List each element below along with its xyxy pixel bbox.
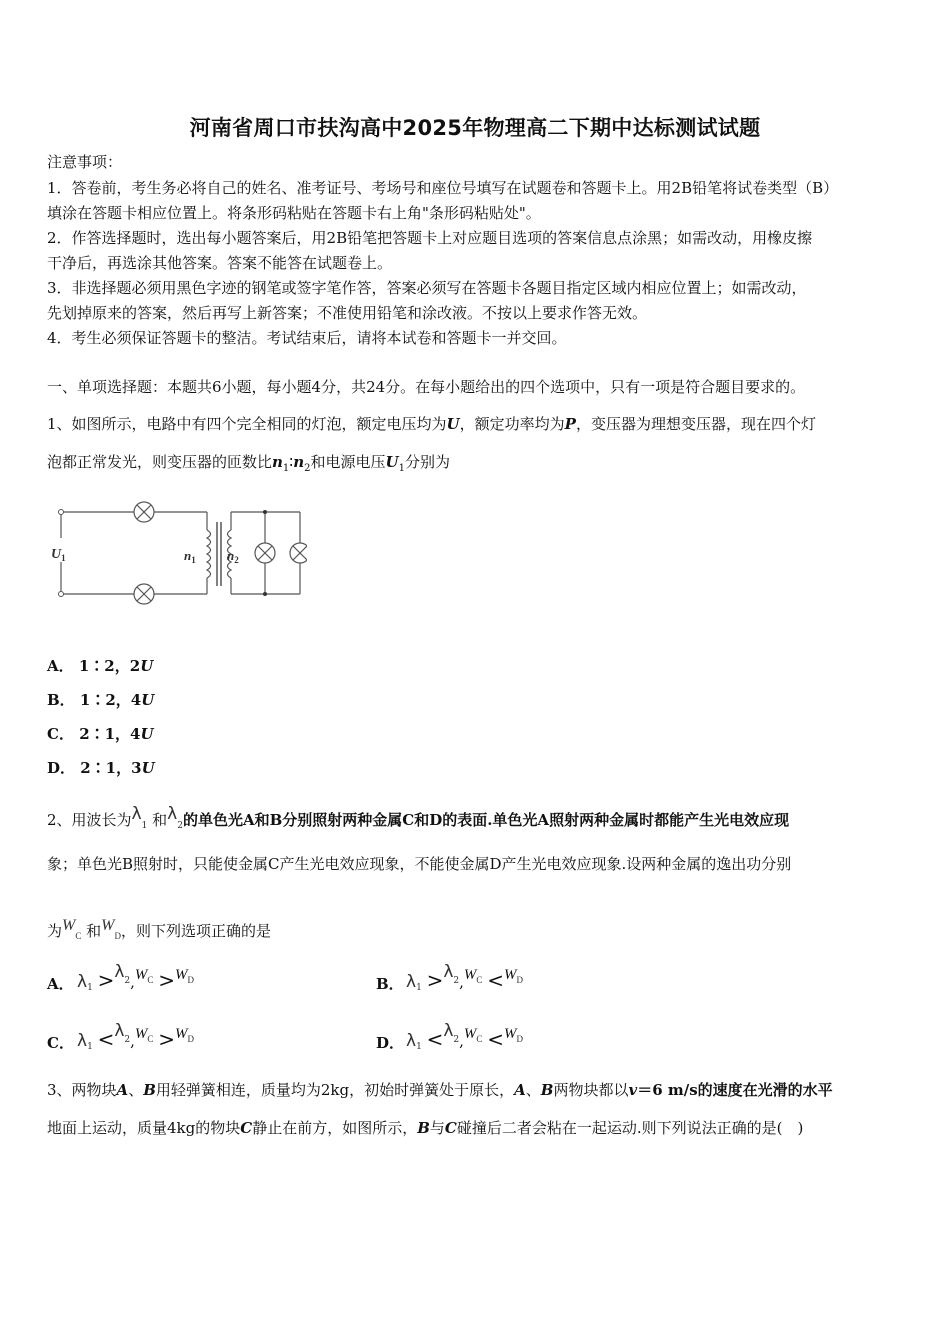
question-2-line-1: 2、用波长为$\lambda_1$ 和$\lambda_2$的单色光A和B分别照射两种金属C和D的表面.单色光A照射两种金属时都能产生光电效应现 <box>47 804 790 831</box>
notice-heading: 注意事项： <box>47 153 123 171</box>
q1-option-a: A． 1∶2，2U <box>47 657 154 675</box>
q1-option-b: B． 1∶2，4U <box>47 691 155 709</box>
notice-line: 填涂在答题卡相应位置上。将条形码粘贴在答题卡右上角"条形码粘贴处"。 <box>47 204 541 222</box>
lamp-right-2 <box>290 543 307 563</box>
q1-option-d: D． 2∶1，3U <box>47 759 155 777</box>
q2-option-d: D． $\lambda_1 <\lambda^2,W^C <W^D$ <box>376 1021 523 1052</box>
svg-text:n1: $n_1$ <box>184 548 196 565</box>
q1-option-c: C． 2∶1，4U <box>47 725 154 743</box>
terminal <box>59 510 64 515</box>
page-title: 河南省周口市扶沟高中2025年物理高二下期中达标测试试题 <box>189 116 761 140</box>
lamp-right-1 <box>255 543 275 563</box>
question-2-line-3: 为$W_C$ 和$W_D$，则下列选项正确的是 <box>47 917 271 941</box>
notice-line: 干净后，再选涂其他答案。答案不能答在试题卷上。 <box>47 254 393 272</box>
question-3-line-2: 地面上运动，质量4kg的物块C静止在前方，如图所示，B与C碰撞后二者会粘在一起运动.则下列说法正确的是( ) <box>47 1119 804 1137</box>
lamp-top <box>134 502 154 522</box>
section-heading: 一、单项选择题：本题共6小题，每小题4分，共24分。在每小题给出的四个选项中，只有一项是符合题目要求的。 <box>47 378 806 396</box>
q2-option-b: B． $\lambda_1 >\lambda^2,W^C <W^D$ <box>376 962 523 993</box>
terminal <box>59 592 64 597</box>
notice-line: 3．非选择题必须用黑色字迹的钢笔或签字笔作答，答案必须写在答题卡各题目指定区域内相应位置上；如需改动， <box>47 279 807 297</box>
svg-text:U1: $U_1$ <box>51 547 66 563</box>
svg-text:n2: $n_2$ <box>227 548 239 565</box>
junction <box>263 592 267 596</box>
q2-option-a: A． $\lambda_1 >\lambda^2,W^C >W^D$ <box>47 962 194 993</box>
transformer-circuit-figure <box>47 498 307 610</box>
notice-line: 先划掉原来的答案，然后再写上新答案；不准使用铅笔和涂改液。不按以上要求作答无效。 <box>47 304 648 322</box>
lamp-bottom <box>134 584 154 604</box>
junction <box>263 510 267 514</box>
question-2-line-2: 象；单色光B照射时，只能使金属C产生光电效应现象，不能使金属D产生光电效应现象.设两种金属的逸出功分别 <box>47 855 792 873</box>
question-3-line-1: 3、两物块A、B用轻弹簧相连，质量均为2kg，初始时弹簧处于原长，A、B两物块都以v＝6 m/s的速度在光滑的水平 <box>47 1081 833 1099</box>
question-1-line-2: 泡都正常发光，则变压器的匝数比$n_1∶n_2$和电源电压$U_1$分别为 <box>47 453 450 474</box>
notice-line: 4．考生必须保证答题卡的整洁。考试结束后，请将本试卷和答题卡一并交回。 <box>47 329 567 347</box>
notice-line: 1．答卷前，考生务必将自己的姓名、准考证号、考场号和座位号填写在试题卷和答题卡上。用2B铅笔将试卷类型（B） <box>47 179 839 197</box>
notice-line: 2．作答选择题时，选出每小题答案后，用2B铅笔把答题卡上对应题目选项的答案信息点涂黑；如需改动，用橡皮擦 <box>47 229 813 247</box>
question-1-line-1: 1、如图所示，电路中有四个完全相同的灯泡，额定电压均为U，额定功率均为P，变压器为理想变压器，现在四个灯 <box>47 415 816 433</box>
q2-option-c: C． $\lambda_1 <\lambda^2,W^C >W^D$ <box>47 1021 194 1052</box>
